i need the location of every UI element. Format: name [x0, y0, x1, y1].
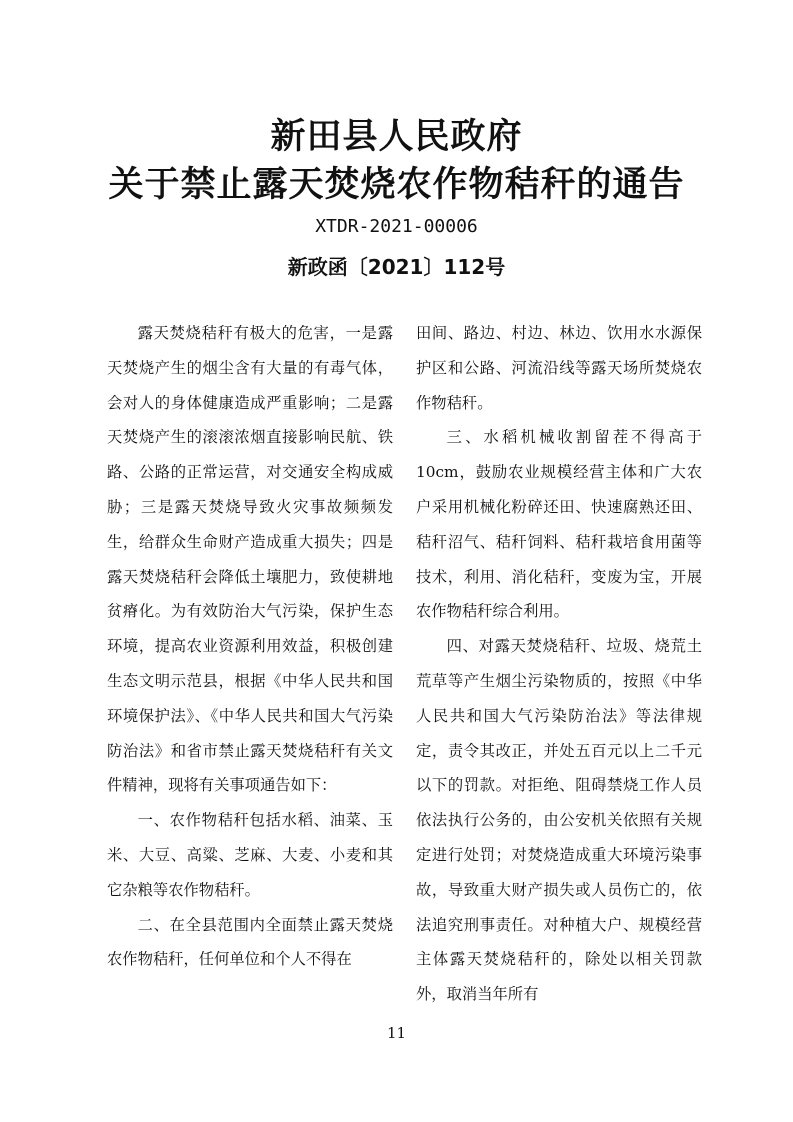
paragraph-item-3: 三、水稻机械收割留茬不得高于10cm，鼓励农业规模经营主体和广大农户采用机械化粉碎还田、快速腐熟还田、秸秆沼气、秸秆饲料、秸秆栽培食用菌等技术，利用、消化秸秆，变废为宝，开展农作物秸秆综合利用。 [416, 428, 702, 621]
paragraph-item-2: 二、在全县范围内全面禁止露天焚烧农作物秸秆，任何单位和个人不得在 [107, 915, 393, 969]
letter-number: 新政函〔2021〕112号 [287, 255, 506, 279]
paragraph-item-4: 四、对露天焚烧秸秆、垃圾、烧荒土荒草等产生烟尘污染物质的，按照《中华人民共和国大气污染防治法》等法律规定，责令其改正，并处五百元以上二千元以下的罚款。对拒绝、阻碍禁烧工作人员依法执行公务的，由公安机关依照有关规定进行处罚；对焚烧造成重大环境污染事故，导致重大财产损失或人员伤亡的，依法追究刑事责任。对种植大户、规模经营主体露天焚烧秸秆的，除处以相关罚款外，取消当年所有 [416, 637, 702, 1004]
right-text-column [416, 316, 702, 1012]
paragraph-item-2-continued: 田间、路边、村边、林边、饮用水水源保护区和公路、河流沿线等露天场所焚烧农作物秸秆。 [416, 324, 702, 412]
document-title-line-1: 新田县人民政府 [270, 117, 523, 157]
page-number: 11 [386, 1024, 407, 1042]
document-code: XTDR-2021-00006 [315, 216, 478, 237]
left-text-column [107, 316, 393, 977]
paragraph-intro: 露天焚烧秸秆有极大的危害，一是露天焚烧产生的烟尘含有大量的有毒气体，会对人的身体健康造成严重影响；二是露天焚烧产生的滚滚浓烟直接影响民航、铁路、公路的正常运营，对交通安全构成威胁；三是露天焚烧导致火灾事故频频发生，给群众生命财产造成重大损失；四是露天焚烧秸秆会降低土壤肥力，致使耕地贫瘠化。为有效防治大气污染，保护生态环境，提高农业资源利用效益，积极创建生态文明示范县，根据《中华人民共和国环境保护法》、《中华人民共和国大气污染防治法》和省市禁止露天焚烧秸秆有关文件精神，现将有关事项通告如下： [107, 324, 393, 795]
document-title-line-2: 关于禁止露天焚烧农作物秸秆的通告 [108, 165, 685, 205]
paragraph-item-1: 一、农作物秸秆包括水稻、油菜、玉米、大豆、高粱、芝麻、大麦、小麦和其它杂粮等农作物秸秆。 [107, 811, 393, 899]
